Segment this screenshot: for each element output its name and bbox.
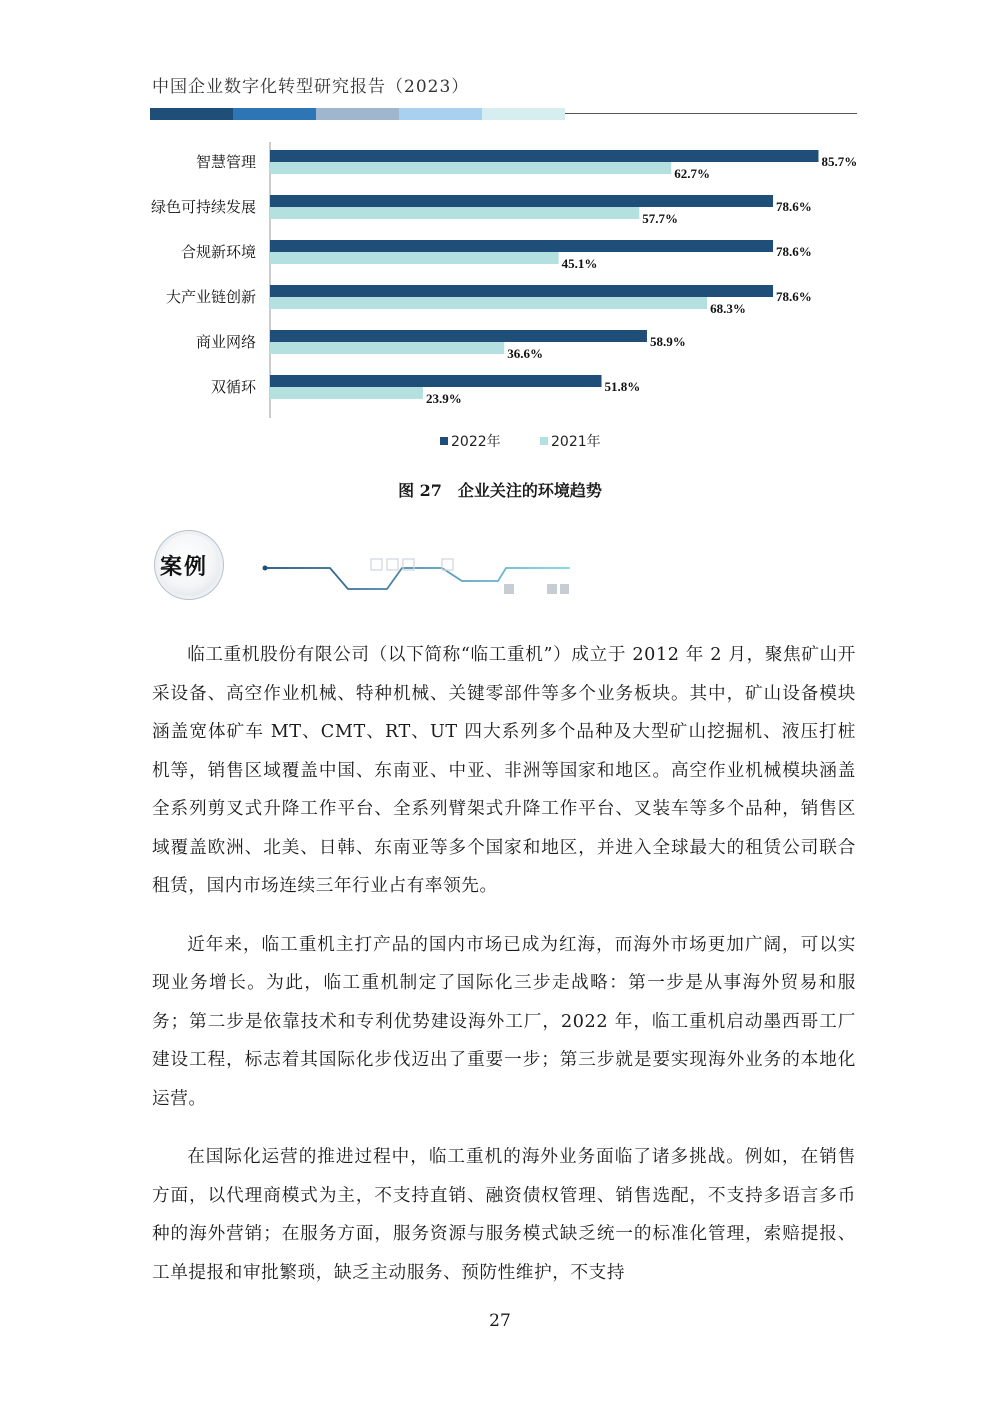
- chart-data-label: 23.9%: [425, 391, 462, 406]
- chart-bar: [270, 150, 818, 162]
- case-badge: [148, 528, 242, 602]
- paragraph: 在国际化运营的推进过程中，临工重机的海外业务面临了诸多挑战。例如，在销售方面，以代理商模式为主，不支持直销、融资债权管理、销售选配，不支持多语言多币种的海外营销；在服务方面，服务资源与服务模式缺乏统一的标准化管理，索赔提报、工单提报和审批繁琐，缺乏主动服务、预防性维护，不支持: [152, 1147, 856, 1283]
- chart-bar: [270, 375, 602, 387]
- chart-bar: [270, 330, 647, 342]
- chart-data-label: 58.9%: [649, 334, 686, 349]
- chart-data-label: 57.7%: [642, 211, 679, 226]
- chart-bar: [270, 342, 504, 354]
- figure-caption: 图 27 企业关注的环境趋势: [398, 481, 602, 500]
- paragraph: 临工重机股份有限公司（以下简称“临工重机”）成立于 2012 年 2 月，聚焦矿山开采设备、高空作业机械、特种机械、关键零部件等多个业务板块。其中，矿山设备模块涵盖宽体矿车 MT、CMT、RT、UT 四大系列多个品种及大型矿山挖掘机、液压打桩机等，销售区域覆盖中国、东南亚、中亚、非洲等国家和地区。高空作业机械模块涵盖全系列剪叉式升降工作平台、全系列臂架式升降工作平台、叉装车等多个品种，销售区域覆盖欧洲、北美、日韩、东南亚等多个国家和地区，并进入全球最大的租赁公司联合租赁，国内市场连续三年行业占有率领先。: [152, 645, 856, 896]
- header-color-band: [150, 108, 565, 120]
- chart-bar: [270, 285, 773, 297]
- color-band-segment: [316, 108, 399, 120]
- chart-data-label: 62.7%: [674, 166, 711, 181]
- chart-bar: [270, 252, 559, 264]
- chart-bar: [270, 387, 423, 399]
- color-band-segment: [150, 108, 233, 120]
- chart-category-label: 智慧管理: [195, 153, 256, 171]
- chart-category-label: 绿色可持续发展: [150, 198, 256, 216]
- case-decoration-line: [230, 545, 590, 601]
- chart-data-label: 78.6%: [776, 244, 812, 259]
- environment-trends-bar-chart: [140, 140, 900, 460]
- chart-legend-label: 2022年: [451, 434, 501, 450]
- color-band-segment: [233, 108, 316, 120]
- chart-data-label: 45.1%: [561, 256, 598, 271]
- chart-data-label: 51.8%: [604, 379, 641, 394]
- chart-legend-swatch: [540, 437, 548, 445]
- chart-data-label: 36.6%: [507, 346, 543, 361]
- chart-bar: [270, 207, 639, 219]
- chart-category-label: 商业网络: [195, 333, 256, 351]
- chart-category-label: 合规新环境: [180, 243, 256, 261]
- case-label: 案例: [160, 554, 209, 580]
- header-divider-line: [565, 113, 857, 114]
- chart-bar: [270, 195, 773, 207]
- paragraph: 近年来，临工重机主打产品的国内市场已成为红海，而海外市场更加广阔，可以实现业务增长。为此，临工重机制定了国际化三步走战略：第一步是从事海外贸易和服务；第二步是依靠技术和专利优势建设海外工厂，2022 年，临工重机启动墨西哥工厂建设工程，标志着其国际化步伐迈出了重要一步；第三步就是要实现海外业务的本地化运营。: [152, 934, 856, 1109]
- report-header-title: 中国企业数字化转型研究报告（2023）: [152, 77, 470, 97]
- chart-legend-swatch: [440, 437, 448, 445]
- chart-data-label: 68.3%: [710, 301, 746, 316]
- chart-category-label: 大产业链创新: [165, 288, 256, 306]
- chart-bar: [270, 297, 707, 309]
- color-band-segment: [399, 108, 482, 120]
- chart-legend-label: 2021年: [551, 434, 601, 450]
- case-body-text: [152, 636, 856, 1312]
- chart-data-label: 78.6%: [776, 289, 812, 304]
- color-band-segment: [482, 108, 565, 120]
- chart-data-label: 78.6%: [776, 199, 812, 214]
- chart-data-label: 85.7%: [821, 154, 858, 169]
- page-number: 27: [489, 1311, 511, 1331]
- chart-category-label: 双循环: [210, 378, 256, 396]
- chart-bar: [270, 162, 671, 174]
- chart-bar: [270, 240, 773, 252]
